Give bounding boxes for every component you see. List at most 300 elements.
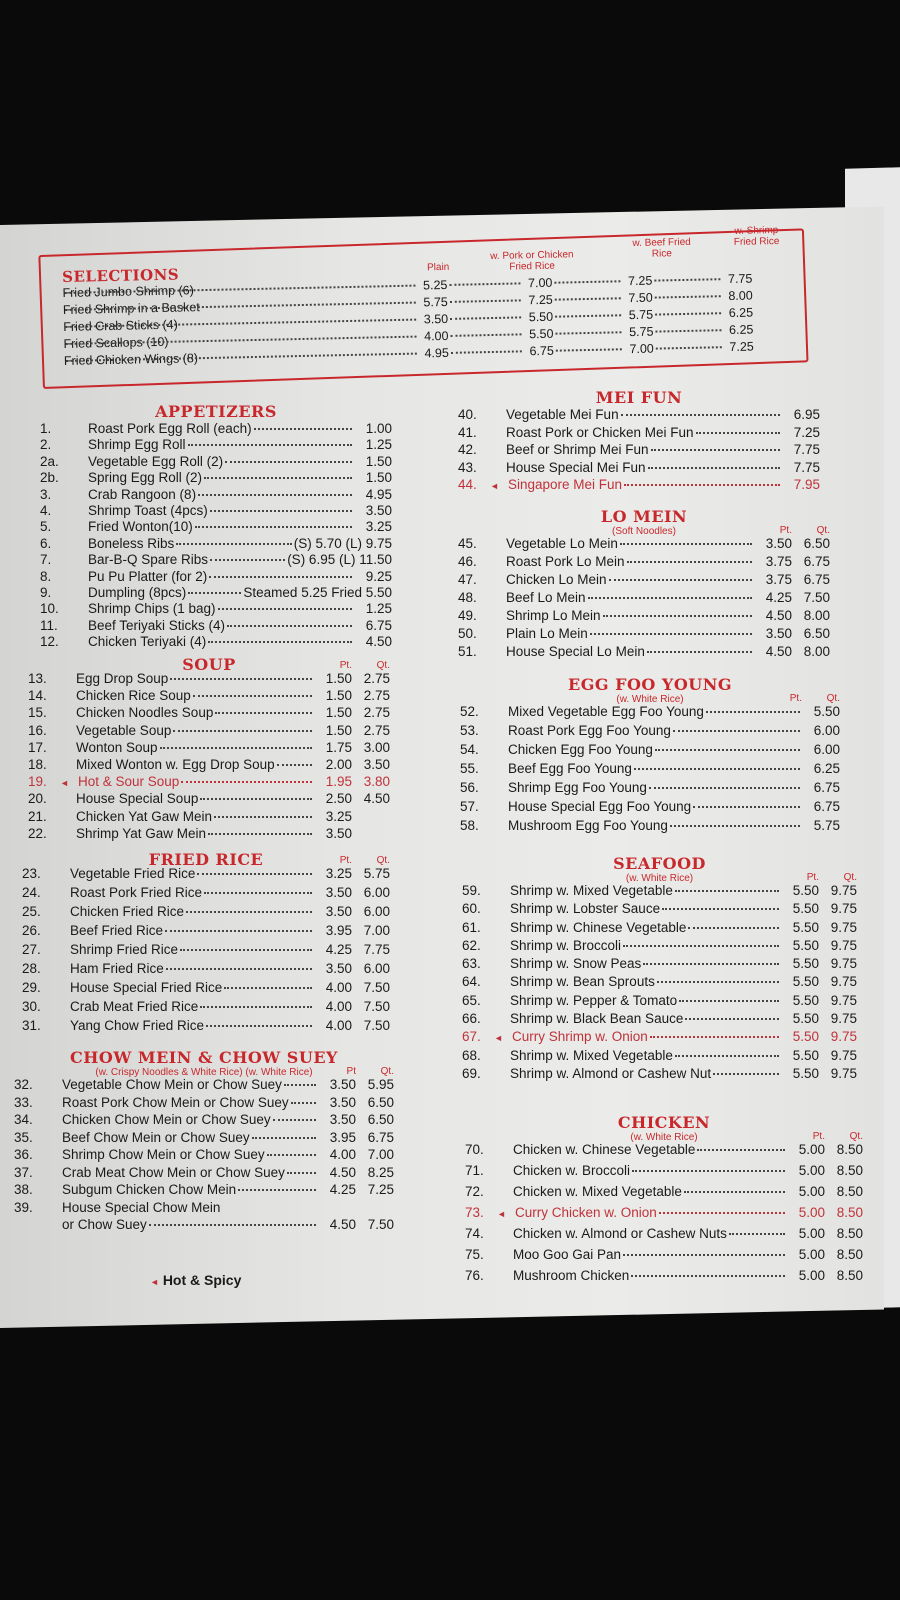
col-header: Pt. <box>779 525 792 536</box>
item-name: House Special Egg Foo Young <box>508 799 692 814</box>
col-header: Qt. <box>826 693 840 704</box>
item-number: 20. <box>28 791 47 807</box>
menu-item[interactable] <box>14 1130 394 1148</box>
col-header: Qt. <box>376 855 390 866</box>
menu-item[interactable] <box>465 1268 863 1289</box>
price: 8.50 <box>836 1205 863 1220</box>
item-name: Chicken w. Broccoli <box>513 1163 631 1178</box>
menu-item[interactable] <box>462 1048 857 1066</box>
menu-item[interactable] <box>465 1163 863 1184</box>
item-name: Chicken Rice Soup <box>76 688 191 704</box>
menu-item[interactable] <box>40 421 392 437</box>
price: 3.25 <box>325 808 352 824</box>
dot-leader <box>657 981 779 983</box>
menu-item[interactable] <box>22 923 390 942</box>
price: 5.50 <box>792 937 819 953</box>
price: 6.00 <box>363 904 390 919</box>
menu-item[interactable] <box>458 608 830 626</box>
menu-item[interactable] <box>460 742 840 761</box>
price: 3.50 <box>325 825 352 841</box>
menu-item[interactable] <box>22 1018 390 1037</box>
item-name: Chicken Noodles Soup <box>76 705 214 721</box>
dot-leader <box>195 526 352 528</box>
item-number: 50. <box>458 626 477 641</box>
dot-leader <box>197 873 312 875</box>
dot-leader <box>655 749 800 751</box>
item-name: Dumpling (8pcs) <box>88 584 187 600</box>
menu-item[interactable] <box>462 1066 857 1084</box>
item-name: Vegetable Chow Mein or Chow Suey <box>62 1077 282 1092</box>
section-title: EGG FOO YOUNG <box>568 675 732 694</box>
item-name: Spring Egg Roll (2) <box>88 470 203 486</box>
dot-leader <box>659 1212 785 1214</box>
price: (S) 5.70 (L) 9.75 <box>293 535 392 551</box>
price: 7.95 <box>793 477 820 492</box>
item-name: Shrimp Egg Roll <box>88 437 186 453</box>
item-number: 27. <box>22 942 41 957</box>
dot-leader <box>670 825 800 827</box>
price: 2.00 <box>325 756 352 772</box>
menu-item[interactable] <box>462 920 857 938</box>
section-title: SOUP <box>182 655 236 674</box>
price: 5.75 <box>423 294 448 310</box>
dot-leader <box>450 333 521 336</box>
price: 6.75 <box>813 780 840 795</box>
item-number: 7. <box>40 552 52 568</box>
item-number: 66. <box>462 1011 481 1027</box>
menu-item[interactable] <box>22 980 390 999</box>
menu-item[interactable] <box>14 1165 394 1183</box>
price: 5.00 <box>798 1226 825 1241</box>
price: 5.00 <box>798 1268 825 1283</box>
menu-item[interactable] <box>465 1184 863 1205</box>
price: 6.75 <box>803 572 830 587</box>
item-name: Beef Fried Rice <box>70 923 164 938</box>
dot-leader <box>655 329 721 332</box>
price: 5.75 <box>628 324 654 340</box>
menu-item[interactable] <box>22 961 390 980</box>
item-number: 72. <box>465 1184 484 1199</box>
price: 1.50 <box>325 705 352 721</box>
menu-item[interactable] <box>14 1147 394 1165</box>
dot-leader <box>713 1073 779 1075</box>
item-name: Shrimp w. Lobster Sauce <box>510 901 661 917</box>
dot-leader <box>623 945 779 947</box>
menu-item[interactable] <box>460 761 840 780</box>
item-number: 13. <box>28 671 47 686</box>
menu-item[interactable] <box>40 487 392 503</box>
item-name: Vegetable Egg Roll (2) <box>88 453 224 469</box>
menu-item[interactable] <box>462 956 857 974</box>
item-number: 53. <box>460 723 479 738</box>
item-name: Shrimp Chips (1 bag) <box>88 601 216 617</box>
menu-item[interactable] <box>40 634 392 650</box>
item-name: Shrimp Toast (4pcs) <box>88 502 208 518</box>
item-name: Boneless Ribs <box>88 535 175 551</box>
menu-item[interactable] <box>14 1077 394 1095</box>
item-number: 29. <box>22 980 41 995</box>
price: 5.50 <box>792 883 819 898</box>
item-name: Roast Pork Lo Mein <box>506 554 625 569</box>
menu-item[interactable] <box>462 993 857 1011</box>
dot-leader <box>225 461 352 463</box>
menu-item[interactable] <box>40 618 392 634</box>
dot-leader <box>204 892 312 894</box>
dot-leader <box>193 695 312 697</box>
price: 7.25 <box>528 292 553 308</box>
dot-leader <box>675 1055 779 1057</box>
price: 4.25 <box>325 942 352 957</box>
item-name: Shrimp w. Mixed Vegetable <box>510 883 673 898</box>
menu-item[interactable] <box>458 460 820 478</box>
dot-leader <box>675 890 779 892</box>
price: (S) 6.95 (L) 11.50 <box>287 552 392 568</box>
price: 4.00 <box>424 328 449 344</box>
item-name: or Chow Suey <box>62 1217 147 1232</box>
menu-item[interactable] <box>458 554 830 572</box>
price: 6.50 <box>367 1112 394 1127</box>
menu-item[interactable] <box>40 454 392 470</box>
dot-leader <box>649 787 800 789</box>
price: 7.00 <box>629 341 654 357</box>
menu-item[interactable] <box>458 407 820 425</box>
price: 7.50 <box>363 1018 390 1033</box>
dot-leader <box>654 278 720 281</box>
dot-leader <box>729 1233 785 1235</box>
price: 3.00 <box>363 739 390 755</box>
price: 5.75 <box>813 818 840 833</box>
dot-leader <box>706 711 800 713</box>
dot-leader <box>208 641 352 643</box>
price: 8.50 <box>836 1184 863 1199</box>
col-header: Qt. <box>843 872 857 883</box>
item-number: 2. <box>40 437 52 453</box>
price: 5.00 <box>798 1163 825 1178</box>
item-number: 60. <box>462 901 481 917</box>
item-number: 67. <box>462 1029 481 1045</box>
menu-item[interactable] <box>40 569 392 585</box>
price: Steamed 5.25 Fried 5.50 <box>243 584 392 600</box>
menu-item[interactable] <box>462 974 857 992</box>
item-number: 51. <box>458 644 477 659</box>
menu-item[interactable] <box>460 704 840 723</box>
item-name: Mushroom Egg Foo Young <box>508 818 668 833</box>
selections-section <box>62 224 794 371</box>
item-name: Beef Chow Mein or Chow Suey <box>62 1129 250 1145</box>
menu-item[interactable] <box>28 809 390 826</box>
price: 7.25 <box>729 339 754 355</box>
item-name: Roast Pork Fried Rice <box>70 885 203 900</box>
price: 8.50 <box>836 1268 863 1283</box>
item-name: Plain Lo Mein <box>506 626 588 641</box>
menu-item[interactable] <box>460 818 840 837</box>
dot-leader <box>555 331 621 334</box>
price: 2.75 <box>363 671 390 686</box>
menu-item[interactable] <box>462 938 857 956</box>
menu-item[interactable] <box>458 442 820 460</box>
col-header: Qt. <box>816 525 830 536</box>
menu-item[interactable] <box>465 1247 863 1268</box>
price: 1.95 <box>325 774 352 790</box>
price: 8.00 <box>803 644 830 659</box>
price: 3.50 <box>325 961 352 976</box>
dot-leader <box>656 346 722 349</box>
dot-leader <box>647 651 752 653</box>
price: 4.50 <box>765 644 792 659</box>
price: 3.50 <box>329 1112 356 1127</box>
dot-leader <box>198 494 352 496</box>
price: 9.75 <box>830 901 857 917</box>
price: 9.75 <box>830 1047 857 1063</box>
price: 3.25 <box>365 519 392 535</box>
price: 7.75 <box>793 459 820 475</box>
item-name: Ham Fried Rice <box>70 961 164 976</box>
dot-leader <box>655 295 721 298</box>
price: 5.50 <box>792 1047 819 1063</box>
item-number: 9. <box>40 584 52 600</box>
dot-leader <box>291 1102 316 1104</box>
price: 7.75 <box>363 942 390 957</box>
price: 6.50 <box>803 626 830 641</box>
item-number: 17. <box>28 739 47 755</box>
item-number: 4. <box>40 502 52 518</box>
section-egg-foo-young <box>460 675 840 837</box>
hot-pepper-icon: ◄ <box>497 1209 506 1219</box>
item-name: Singapore Mei Fun <box>508 477 623 492</box>
menu-item[interactable] <box>460 780 840 799</box>
menu-item[interactable] <box>40 601 392 617</box>
menu-item[interactable] <box>465 1205 863 1226</box>
menu-item[interactable] <box>28 757 390 774</box>
item-name: Fried Wonton(10) <box>88 519 193 535</box>
price: 4.50 <box>765 608 792 623</box>
item-number: 71. <box>465 1163 484 1178</box>
price: 6.00 <box>363 885 390 900</box>
price: 4.00 <box>325 980 352 995</box>
dot-leader <box>450 316 521 319</box>
menu-item[interactable] <box>40 585 392 601</box>
menu-item[interactable] <box>28 740 390 757</box>
price: 6.00 <box>813 742 840 757</box>
item-number: 36. <box>14 1147 33 1162</box>
price: 7.50 <box>803 590 830 605</box>
menu-item[interactable] <box>40 552 392 568</box>
dot-leader <box>166 968 312 970</box>
menu-item[interactable] <box>458 536 830 554</box>
menu-item[interactable] <box>22 942 390 961</box>
item-number: 54. <box>460 742 479 757</box>
item-number: 2b. <box>40 470 59 486</box>
item-number: 73. <box>465 1205 484 1220</box>
price: 9.75 <box>830 992 857 1008</box>
item-name: Crab Rangoon (8) <box>88 486 197 502</box>
dot-leader <box>679 1000 779 1002</box>
price: 3.25 <box>325 866 352 881</box>
item-number: 68. <box>462 1047 481 1063</box>
dot-leader <box>697 1149 785 1151</box>
menu-item[interactable] <box>458 477 820 495</box>
menu-item[interactable] <box>22 904 390 923</box>
item-number: 24. <box>22 885 41 900</box>
item-name: Roast Pork or Chicken Mei Fun <box>506 424 694 440</box>
menu-item[interactable] <box>28 723 390 740</box>
menu-item[interactable] <box>462 1029 857 1047</box>
price: 6.25 <box>813 761 840 776</box>
menu-item[interactable] <box>40 536 392 552</box>
legend-label: Hot & Spicy <box>162 1272 242 1288</box>
col-header: Pt. <box>339 855 352 866</box>
dot-leader <box>688 927 779 929</box>
price: 7.50 <box>363 999 390 1014</box>
item-number: 64. <box>462 974 481 990</box>
menu-item[interactable] <box>458 644 830 662</box>
dot-leader <box>238 1189 316 1191</box>
menu-item[interactable] <box>28 791 390 808</box>
item-number: 8. <box>40 568 52 584</box>
item-number: 34. <box>14 1112 33 1127</box>
price: 5.50 <box>528 309 554 325</box>
item-number: 31. <box>22 1018 41 1033</box>
item-name: Mushroom Chicken <box>513 1268 630 1283</box>
item-name: Beef or Shrimp Mei Fun <box>506 442 649 457</box>
price: 5.50 <box>792 919 819 935</box>
menu-item[interactable] <box>458 590 830 608</box>
price: 3.95 <box>325 923 352 938</box>
item-number: 57. <box>460 799 479 814</box>
price: 3.50 <box>329 1094 356 1110</box>
dot-leader <box>287 1172 316 1174</box>
dot-leader <box>165 930 312 932</box>
section-subtitle: (Soft Noodles) <box>612 526 676 537</box>
item-name: Egg Drop Soup <box>76 671 169 686</box>
dot-leader <box>673 730 800 732</box>
price: 7.00 <box>367 1147 394 1162</box>
item-number: 70. <box>465 1142 484 1157</box>
hot-pepper-icon: ◄ <box>494 1033 503 1044</box>
menu-item[interactable] <box>458 572 830 590</box>
price: 3.50 <box>765 626 792 641</box>
menu-item[interactable] <box>460 723 840 742</box>
item-number: 42. <box>458 442 477 457</box>
dot-leader <box>254 428 352 430</box>
menu-item[interactable] <box>28 688 390 705</box>
price: 7.75 <box>793 442 820 457</box>
price: 9.75 <box>830 1029 857 1045</box>
dot-leader <box>632 1170 785 1172</box>
menu-item[interactable] <box>22 885 390 904</box>
menu-item[interactable] <box>462 1011 857 1029</box>
dot-leader <box>176 543 291 545</box>
col-header: Pt. <box>812 1131 825 1142</box>
menu-item[interactable] <box>465 1142 863 1163</box>
menu-item[interactable] <box>40 437 392 453</box>
dot-leader <box>643 963 779 965</box>
item-number: 56. <box>460 780 479 795</box>
dot-leader <box>588 597 752 599</box>
menu-item[interactable] <box>40 470 392 486</box>
hot-pepper-icon: ◄ <box>490 481 499 491</box>
item-name: Mixed Wonton w. Egg Drop Soup <box>76 756 275 772</box>
price: 5.50 <box>792 956 819 972</box>
menu-item[interactable] <box>458 425 820 443</box>
menu-item[interactable] <box>14 1182 394 1200</box>
section-title: LO MEIN <box>600 507 688 526</box>
item-number: 69. <box>462 1065 481 1081</box>
item-number: 47. <box>458 572 477 587</box>
menu-item[interactable] <box>458 626 830 644</box>
item-number: 10. <box>40 601 59 617</box>
price: 1.75 <box>325 739 352 755</box>
price: 6.75 <box>803 554 830 569</box>
menu-item[interactable] <box>28 774 390 791</box>
section-title: SELECTIONS <box>62 265 180 286</box>
item-name: Crab Meat Chow Mein or Chow Suey <box>62 1164 285 1180</box>
price: 7.50 <box>628 290 653 306</box>
item-name: House Special Chow Mein <box>62 1199 221 1215</box>
dot-leader <box>200 798 312 800</box>
price: 9.75 <box>830 883 857 898</box>
item-name: Bar-B-Q Spare Ribs <box>88 552 209 568</box>
col-header: Pt. <box>339 660 352 671</box>
price: 3.75 <box>765 572 792 587</box>
menu-item[interactable] <box>14 1095 394 1113</box>
section-title: CHICKEN <box>617 1113 711 1132</box>
item-name: Chicken Egg Foo Young <box>508 742 653 757</box>
menu-item[interactable] <box>28 705 390 722</box>
price: 5.00 <box>798 1184 825 1199</box>
menu-item[interactable] <box>14 1217 394 1235</box>
price: 2.75 <box>363 722 390 738</box>
dot-leader <box>627 561 752 563</box>
menu-item[interactable] <box>465 1226 863 1247</box>
section-title: CHOW MEIN & CHOW SUEY <box>70 1048 338 1067</box>
dot-leader <box>208 833 312 835</box>
dot-leader <box>450 299 521 302</box>
menu-item[interactable] <box>28 826 390 843</box>
price: 5.00 <box>798 1247 825 1262</box>
section-fried-rice <box>22 850 390 1037</box>
menu-item[interactable] <box>40 503 392 519</box>
col-header: w. Beef Fried Rice <box>632 236 691 260</box>
section-seafood <box>462 854 857 1084</box>
item-name: Mixed Vegetable Egg Foo Young <box>508 704 704 719</box>
menu-item[interactable] <box>22 999 390 1018</box>
item-number: 3. <box>40 486 52 502</box>
item-number: 16. <box>28 722 47 738</box>
menu-item[interactable] <box>14 1200 394 1218</box>
item-name: Shrimp w. Almond or Cashew Nut <box>510 1065 712 1081</box>
dot-leader <box>186 911 312 913</box>
menu-item[interactable] <box>14 1112 394 1130</box>
menu-item[interactable] <box>40 519 392 535</box>
item-number: 32. <box>14 1077 33 1092</box>
price: 1.50 <box>325 688 352 704</box>
item-name: Chicken Yat Gaw Mein <box>76 808 213 824</box>
menu-item[interactable] <box>462 883 857 901</box>
price: 6.75 <box>367 1129 394 1145</box>
price: 7.25 <box>793 424 820 440</box>
item-number: 48. <box>458 590 477 605</box>
item-name: Shrimp Yat Gaw Mein <box>76 825 207 841</box>
menu-item[interactable] <box>460 799 840 818</box>
price: 8.00 <box>728 288 753 304</box>
menu-item[interactable] <box>462 901 857 919</box>
price: 9.75 <box>830 919 857 935</box>
item-name: Curry Chicken w. Onion <box>515 1205 657 1220</box>
item-name: Roast Pork Egg Foo Young <box>508 723 671 738</box>
col-header: Qt. <box>380 1066 394 1077</box>
price: 9.75 <box>830 937 857 953</box>
